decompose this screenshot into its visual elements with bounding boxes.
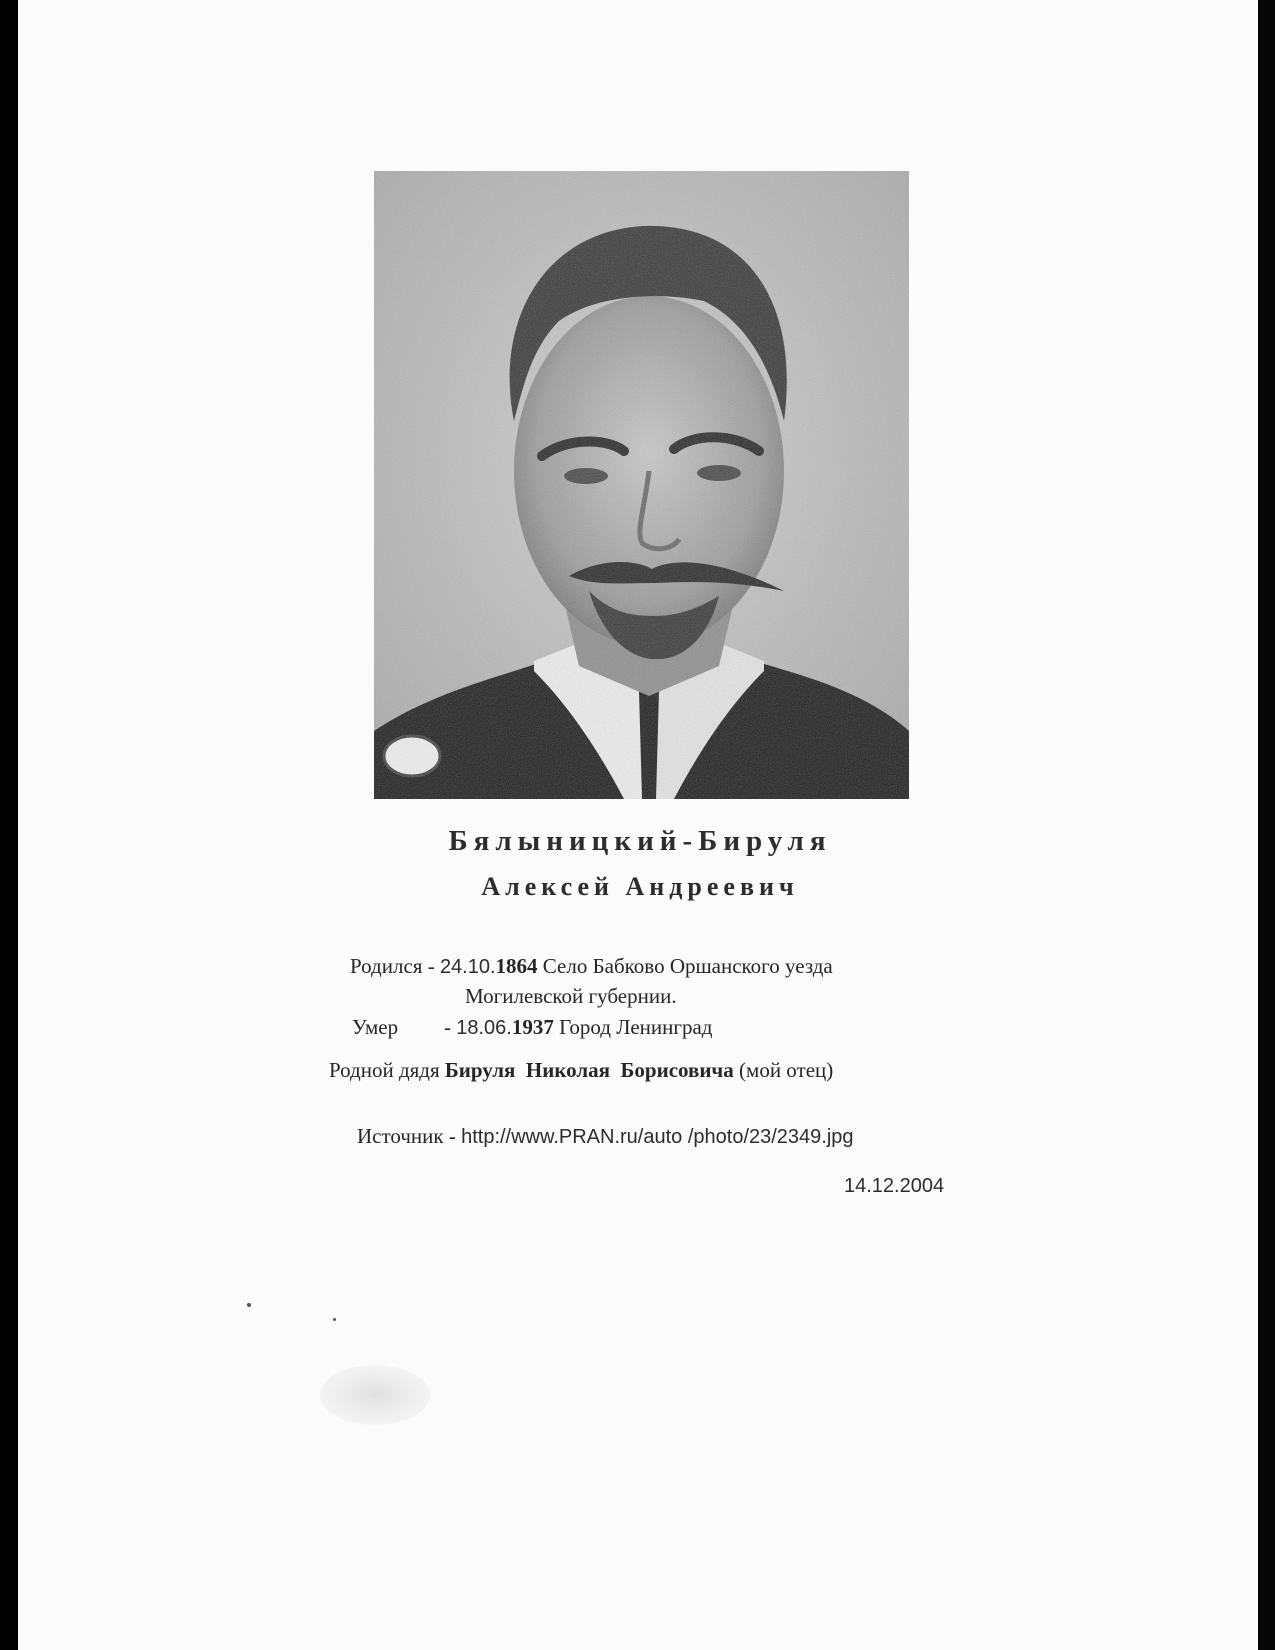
relation-prefix: Родной дядя: [329, 1058, 440, 1082]
born-line: [350, 954, 833, 979]
person-given-name: Алексей Андреевич: [481, 872, 799, 901]
document-date: 14.12.2004: [844, 1175, 945, 1197]
died-line: [352, 1015, 713, 1040]
born-date: 24.10.: [439, 956, 496, 978]
died-date: 18.06.: [456, 1017, 512, 1039]
died-dash: -: [444, 1015, 451, 1039]
died-label: Умер: [352, 1015, 399, 1039]
person-surname: Бялыницкий-Бируля: [448, 825, 832, 857]
born-place: Село Бабково Оршанского уезда: [542, 954, 833, 978]
scan-speck: [333, 1318, 336, 1321]
relation-suffix: (мой отец): [739, 1058, 834, 1082]
portrait-image: [374, 171, 909, 799]
born-label: Родился: [350, 954, 423, 978]
relation-person: Бируля Николая Борисовича: [444, 1058, 734, 1082]
source-line: [357, 1124, 854, 1149]
relation-line: [329, 1058, 833, 1083]
died-place: Город Ленинград: [559, 1015, 713, 1039]
portrait-photo: [374, 171, 909, 799]
source-url: http://www.PRAN.ru/auto /photo/23/2349.jpg: [461, 1126, 854, 1148]
born-dash: -: [427, 954, 435, 978]
born-year: 1864: [495, 954, 538, 978]
source-label: Источник -: [357, 1124, 456, 1148]
died-year: 1937: [511, 1015, 554, 1039]
born-place-line2: Могилевской губернии.: [465, 984, 677, 1008]
scan-edge: [1258, 0, 1275, 1650]
scan-speck: [247, 1303, 251, 1307]
scan-smudge: [320, 1365, 430, 1425]
